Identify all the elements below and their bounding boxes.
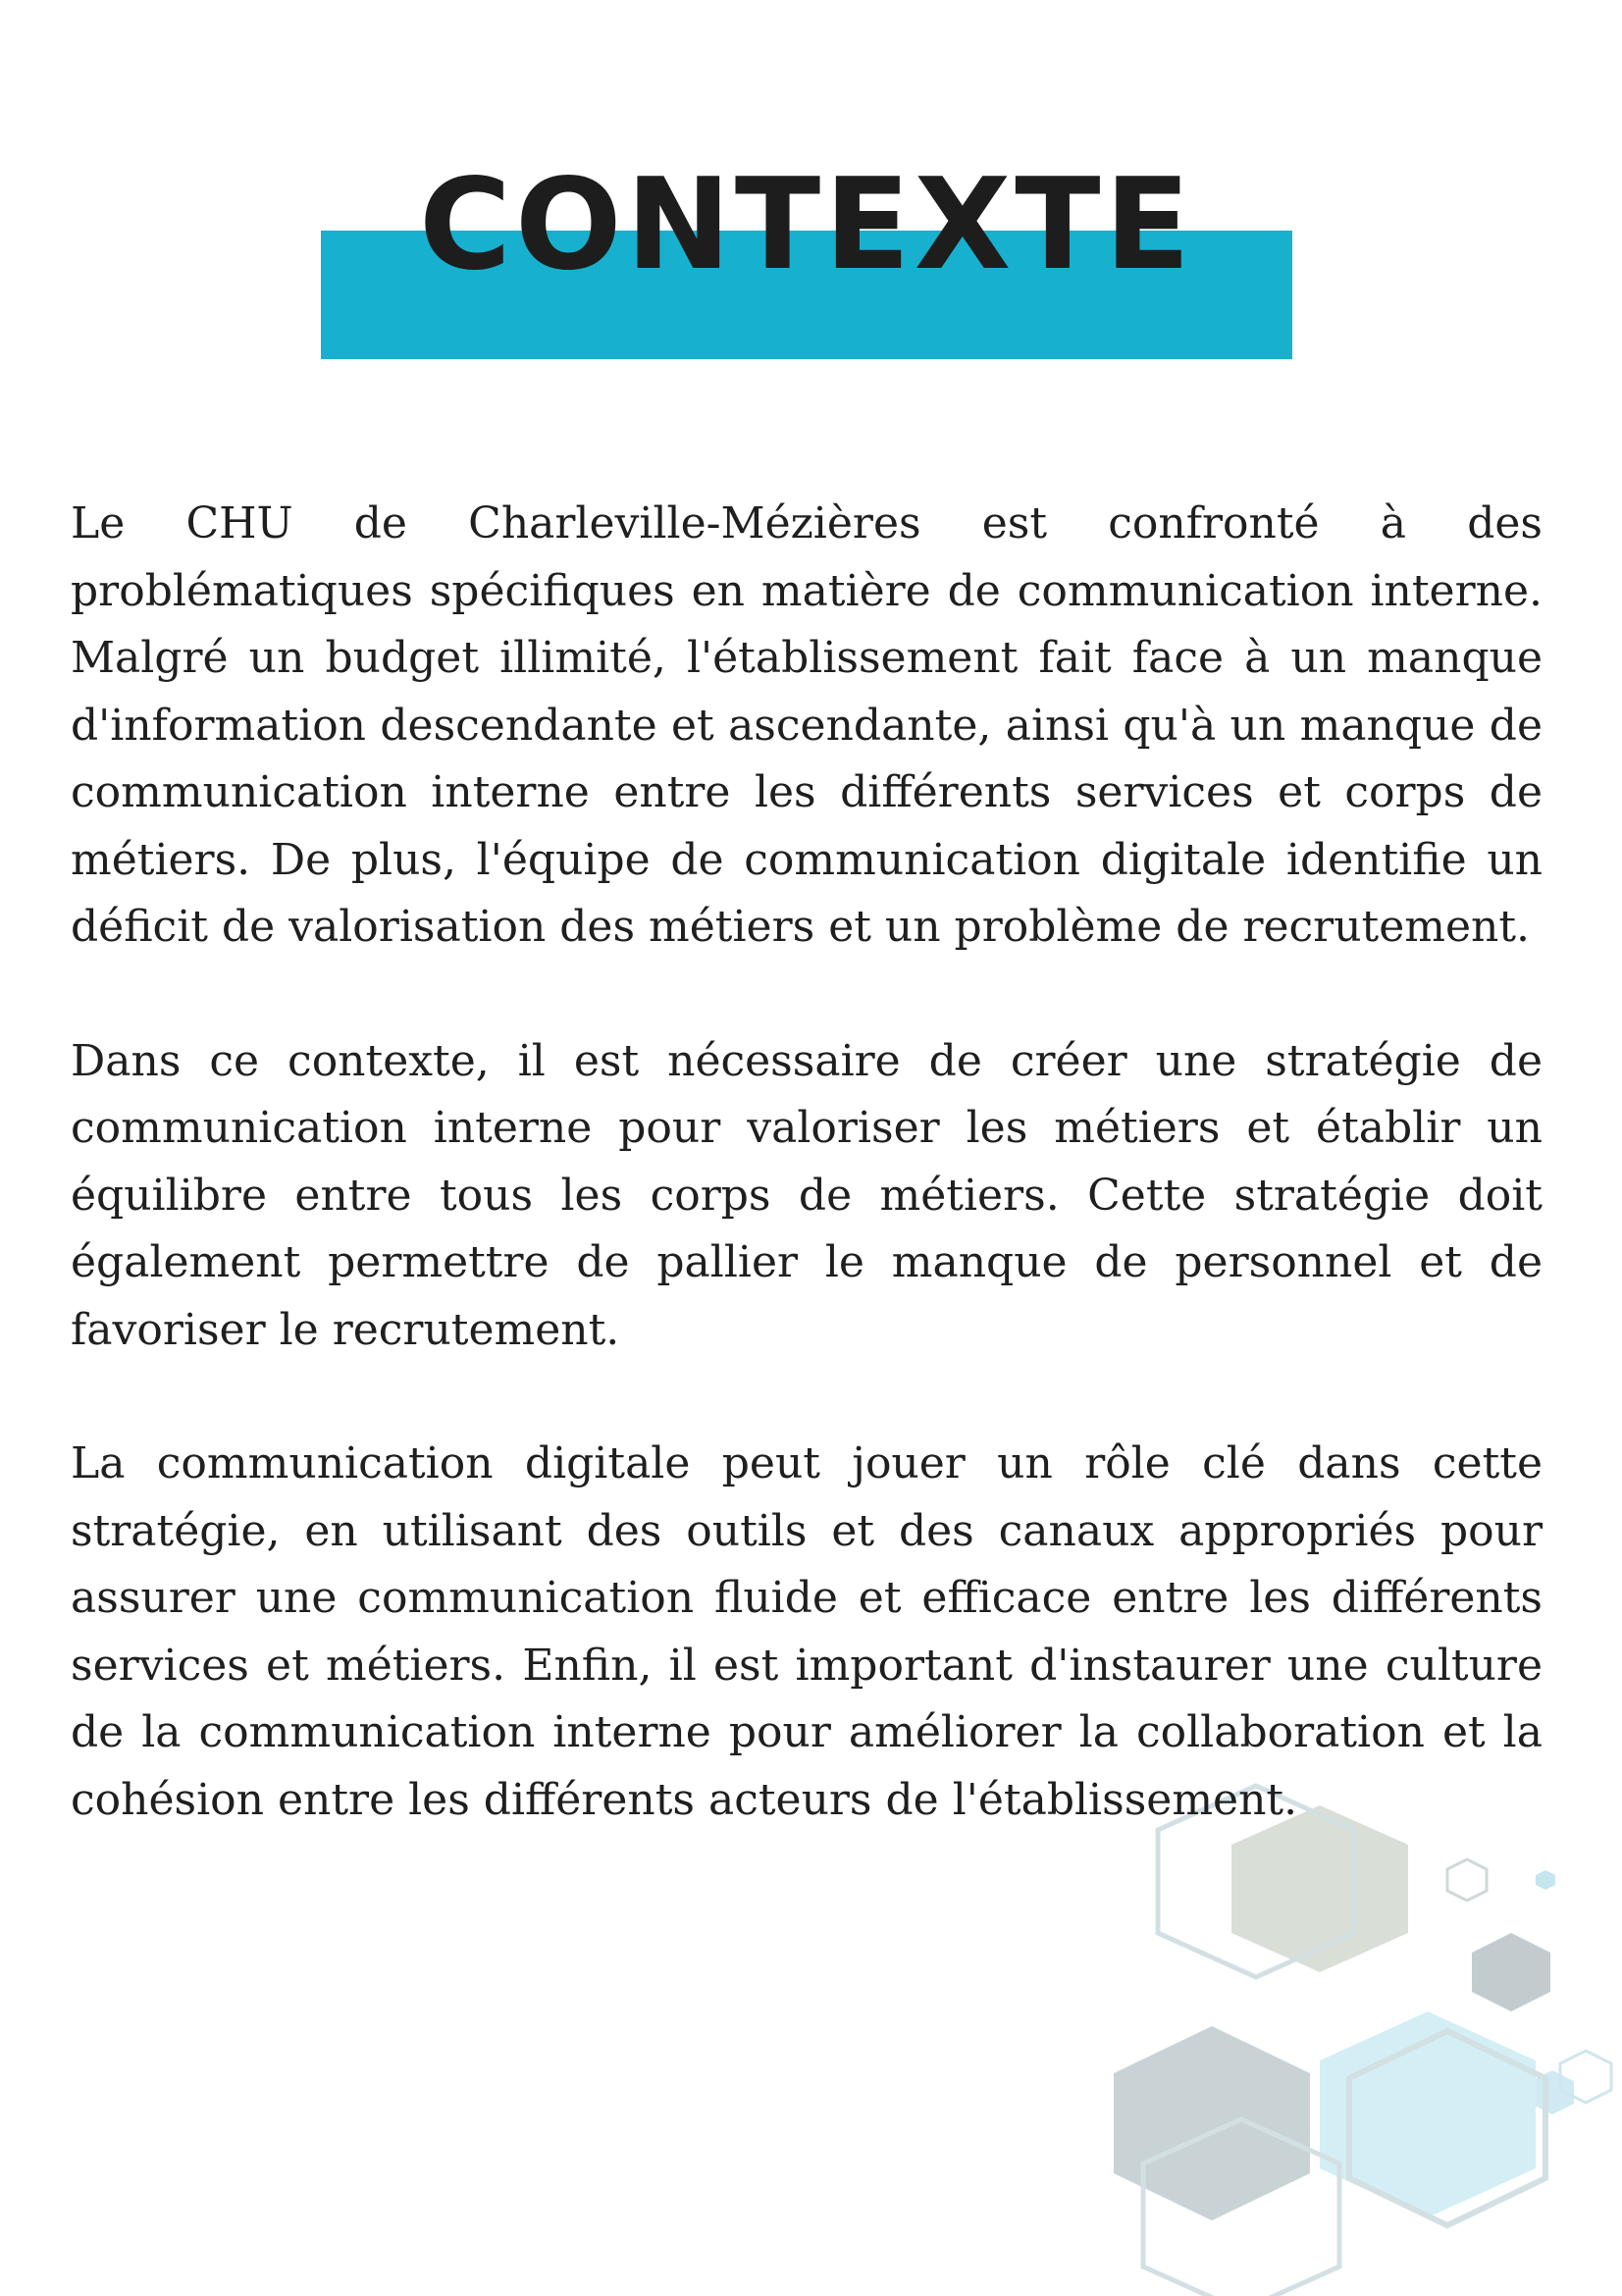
body-text xyxy=(71,491,1543,1901)
title-block xyxy=(0,0,1622,392)
paragraph-intro: Le CHU de Charleville-Mézières est confronté à des problématiques spécifiques en matière de communication interne. Malgré un budget illimité, l'établissement fait face à un manque d'information descendante et ascendante, ainsi qu'à un manque de communication interne entre les différents services et corps de métiers. De plus, l'équipe de communication digitale identifie un déficit de valorisation des métiers et un problème de recrutement. xyxy=(71,498,1543,952)
hexagon-right-outline xyxy=(1560,2051,1611,2103)
hexagon-small-gray xyxy=(1472,1933,1550,2011)
paragraph-digital: La communication digitale peut jouer un rôle clé dans cette stratégie, en utilisant des outils et des canaux appropriés pour assurer une communication fluide et efficace entre les différents services et métiers. Enfin, il est important d'instaurer une culture de la communication interne pour améliorer la collaboration et la cohésion entre les différents acteurs de l'établissement. xyxy=(71,1438,1543,1825)
paragraph-strategy: Dans ce contexte, il est nécessaire de créer une stratégie de communication interne pour valoriser les métiers et établir un équilibre entre tous les corps de métiers. Cette stratégie doit également permettre de pallier le manque de personnel et de favoriser le recrutement. xyxy=(71,1035,1543,1355)
page-title: CONTEXTE xyxy=(418,152,1195,298)
